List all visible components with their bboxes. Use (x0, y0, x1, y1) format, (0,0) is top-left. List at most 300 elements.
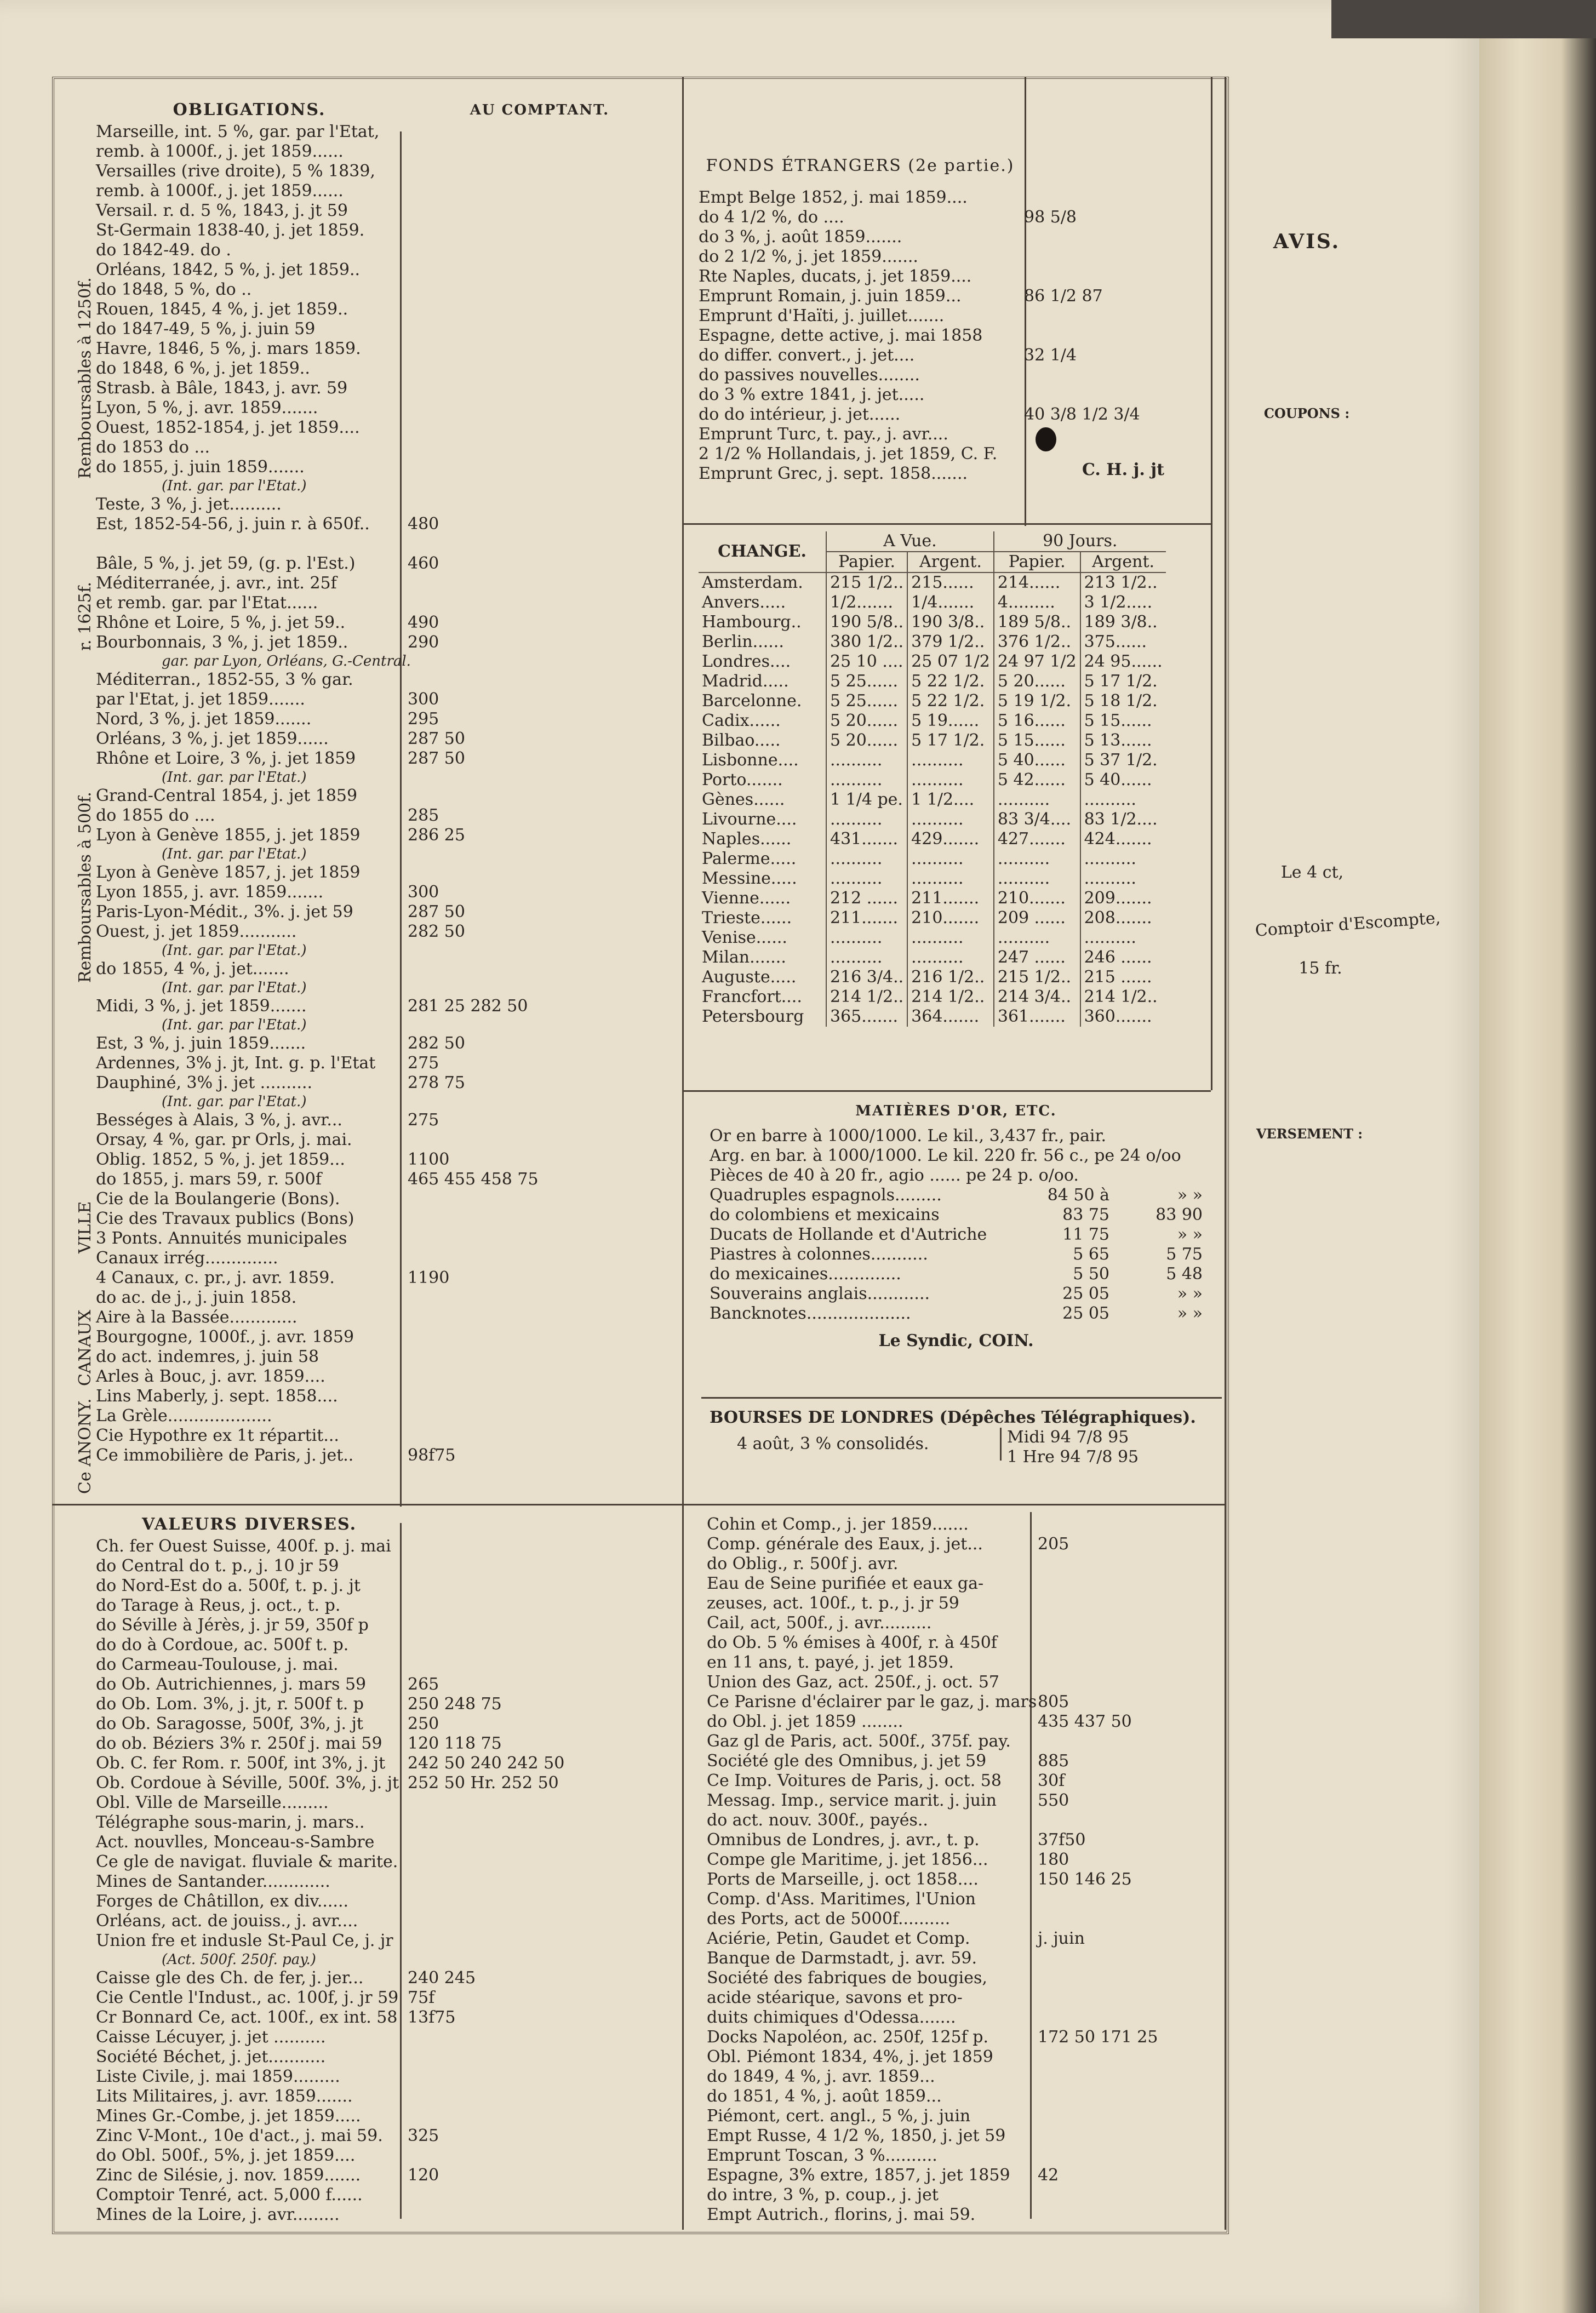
change-rate: 214 1/2.. (826, 987, 907, 1007)
obligations-label: Nord, 3 %, j. jet 1859....... (96, 709, 312, 729)
fonds-value (1016, 306, 1024, 326)
fonds-value: 32 1/4 (1024, 346, 1077, 365)
change-rate: 5 15...... (1080, 711, 1166, 731)
right_bottom-label: do Ob. 5 % émises à 400f, r. à 450f (707, 1633, 997, 1652)
change-row (699, 572, 1166, 593)
right_bottom-label: Aciérie, Petin, Gaudet et Comp. (707, 1929, 970, 1948)
change-rate: 214 3/4.. (994, 987, 1080, 1007)
right_bottom-value: 805 (1038, 1692, 1069, 1711)
change-row (699, 948, 1166, 967)
change-row (699, 652, 1166, 672)
obligations-row (96, 1367, 677, 1387)
argent-heading-2: Argent. (1080, 552, 1166, 572)
valeurs-row (96, 1635, 677, 1655)
right_bottom-value (1030, 2146, 1038, 2166)
obligations-row (96, 1288, 677, 1308)
right_bottom-row (707, 1692, 1222, 1712)
matieres-row (710, 1205, 1203, 1225)
fonds-value (1016, 247, 1024, 267)
change-rate: 5 19 1/2. (994, 691, 1080, 711)
obligations-row (96, 122, 677, 142)
valeurs-row (96, 1833, 677, 1852)
papier-heading-1: Papier. (826, 552, 907, 572)
right_bottom-label: Ce Parisne d'éclairer par le gaz, j. mars (707, 1692, 1037, 1711)
right_bottom-row (707, 1811, 1222, 1830)
obligations-label: (Int. gar. par l'Etat.) (162, 942, 307, 959)
matieres-label: Pièces de 40 à 20 fr., agio ...... pe 24 p. o/oo. (710, 1166, 1079, 1185)
valeurs-label: do Séville à Jérès, j. jr 59, 350f p (96, 1616, 369, 1635)
change-rate: 5 15...... (994, 731, 1080, 751)
fonds-value: 40 3/8 1/2 3/4 (1024, 405, 1140, 424)
change-row (699, 1007, 1166, 1027)
obligations-label: Strasb. à Bâle, 1843, j. avr. 59 (96, 379, 348, 398)
change-rate: 247 ...... (994, 948, 1080, 967)
valeurs-row (96, 1754, 677, 1773)
obligations-value (400, 260, 408, 280)
obligations-label: do 1855, j. mars 59, r. 500f (96, 1170, 322, 1189)
valeurs-value: 75f (408, 1988, 435, 2007)
right-divider (1225, 77, 1226, 2230)
change-rate: .......... (826, 928, 907, 948)
londres-heading: BOURSES DE LONDRES (Dépêches Télégraphiques). (710, 1408, 1196, 1427)
obligations-row (96, 1446, 677, 1465)
obligations-label: 4 Canaux, c. pr., j. avr. 1859. (96, 1268, 335, 1287)
valeurs-label: Orléans, act. de jouiss., j. avr.... (96, 1911, 358, 1931)
obligations-label: Marseille, int. 5 %, gar. par l'Etat, (96, 122, 380, 141)
change-rate: 214 1/2.. (1080, 987, 1166, 1007)
right_bottom-value: 550 (1038, 1791, 1069, 1810)
obligations-label: Ardennes, 3% j. jt, Int. g. p. l'Etat (96, 1054, 376, 1073)
right_bottom-label: Messag. Imp., service marit. j. juin (707, 1791, 997, 1810)
change-rate: 190 5/8.. (826, 612, 907, 632)
right_bottom-row (707, 2067, 1222, 2087)
right_bottom-row (707, 1673, 1222, 1692)
obligations-row (96, 902, 677, 922)
right_bottom-label: Piémont, cert. angl., 5 %, j. juin (707, 2106, 971, 2126)
change-rate: .......... (907, 751, 994, 770)
right_bottom-label: en 11 ans, t. payé, j. jet 1859. (707, 1653, 954, 1672)
valeurs-label: Comptoir Tenré, act. 5,000 f...... (96, 2185, 363, 2205)
valeurs-row (96, 1655, 677, 1675)
change-city: Anvers..... (702, 593, 786, 612)
right_bottom-label: Obl. Piémont 1834, 4%, j. jet 1859 (707, 2047, 993, 2066)
change-row (699, 869, 1166, 889)
right_bottom-row (707, 1890, 1222, 1909)
right_bottom-value: 172 50 171 25 (1038, 2028, 1158, 2047)
fonds-row (699, 365, 1208, 385)
valeurs-label: Caisse Lécuyer, j. jet .......... (96, 2028, 326, 2047)
change-rate: 5 37 1/2. (1080, 751, 1166, 770)
obligations-value (400, 574, 408, 593)
obligations-label: Ouest, j. jet 1859........... (96, 922, 297, 941)
obligations-value (466, 769, 473, 786)
change-city: Cadix...... (702, 711, 781, 730)
obligations-value (400, 181, 408, 201)
obligations-row (96, 241, 677, 260)
change-city: Bilbao..... (702, 731, 781, 750)
matieres-value: 5 50 (1073, 1264, 1109, 1284)
matieres-value (1192, 1146, 1203, 1166)
right_bottom-row (707, 2126, 1222, 2146)
right_bottom-label: Emprunt Toscan, 3 %.......... (707, 2146, 937, 2165)
matieres-value: 25 05 (1062, 1304, 1109, 1323)
right_bottom-row (707, 2008, 1222, 2028)
matieres-label: do mexicaines.............. (710, 1264, 901, 1284)
change-row (699, 849, 1166, 869)
obligations-value (400, 221, 408, 241)
fonds-value: 98 5/8 (1024, 208, 1077, 227)
change-section (699, 531, 1211, 1027)
valeurs-value (400, 2087, 408, 2106)
obligations-label: Lyon 1855, j. avr. 1859....... (96, 883, 324, 902)
fonds-value (1016, 188, 1024, 208)
change-rate: 5 19...... (907, 711, 994, 731)
obligations-label: Cie de la Boulangerie (Bons). (96, 1189, 340, 1209)
change-rate: 429....... (907, 829, 994, 849)
change-rate: 5 25...... (826, 672, 907, 691)
change-rate: 376 1/2.. (994, 632, 1080, 652)
obligations-value: 287 50 (408, 902, 465, 921)
valeurs-label: do Tarage à Reus, j. oct., t. p. (96, 1596, 341, 1615)
comptoir-note: Comptoir d'Escompte, (1254, 908, 1441, 941)
change-row (699, 632, 1166, 652)
valeurs-label: do Ob. Saragosse, 500f, 3%, j. jt (96, 1714, 363, 1733)
obligations-label: Lyon à Genève 1855, j. jet 1859 (96, 826, 361, 845)
fonds-row (699, 188, 1208, 208)
right_bottom-value (1030, 1613, 1038, 1633)
obligations-row (96, 749, 677, 769)
obligations-label: Canaux irrég.............. (96, 1249, 278, 1268)
obligations-row (96, 826, 677, 845)
obligations-label: do act. indemres, j. juin 58 (96, 1347, 319, 1366)
change-rate: 190 3/8.. (907, 612, 994, 632)
right_bottom-row (707, 1870, 1222, 1890)
right_bottom-row (707, 2205, 1222, 2225)
right-bottom-section (707, 1515, 1222, 2225)
obligations-row (96, 319, 677, 339)
obligations-row (96, 959, 677, 979)
change-rate: 1/2....... (826, 593, 907, 612)
matieres-row (710, 1284, 1203, 1304)
right_bottom-value: 205 (1038, 1535, 1069, 1554)
obligations-label: (Int. gar. par l'Etat.) (162, 980, 307, 996)
c-h-note: C. H. j. jt (1082, 460, 1164, 479)
change-rate: .......... (994, 928, 1080, 948)
right_bottom-row (707, 1988, 1222, 2008)
valeurs-row (96, 1813, 677, 1833)
obligations-row (96, 709, 677, 729)
change-row (699, 790, 1166, 810)
obligations-row (96, 1406, 677, 1426)
matieres-label: Bancknotes.................... (710, 1304, 911, 1323)
londres-heure: 1 Hre 94 7/8 95 (1007, 1447, 1139, 1467)
right_bottom-value (1030, 2087, 1038, 2106)
right_bottom-label: do 1849, 4 %, j. avr. 1859... (707, 2067, 935, 2086)
valeurs-row (96, 1872, 677, 1892)
obligations-value (466, 942, 473, 959)
change-rate: 214...... (994, 572, 1080, 593)
change-row (699, 987, 1166, 1007)
right_bottom-row (707, 2146, 1222, 2166)
right_bottom-row (707, 1909, 1222, 1929)
change-rate: 211....... (907, 889, 994, 908)
matieres-value: » » (1177, 1225, 1203, 1244)
matieres-label: Piastres à colonnes........... (710, 1245, 928, 1264)
matieres-label: Arg. en bar. à 1000/1000. Le kil. 220 fr. 56 c., pe 24 o/oo (710, 1146, 1181, 1165)
obligations-row (96, 1093, 677, 1110)
obligations-label: Orléans, 3 %, j. jet 1859...... (96, 729, 329, 748)
change-rate: 83 3/4.... (994, 810, 1080, 829)
valeurs-value (400, 2067, 408, 2087)
right_bottom-row (707, 2106, 1222, 2126)
change-rate: .......... (907, 770, 994, 790)
obligations-value (466, 652, 473, 670)
change-bottom-rule (682, 1090, 1211, 1092)
change-rate: 5 22 1/2. (907, 672, 994, 691)
obligations-label (96, 534, 400, 554)
obligations-label: Cie des Travaux publics (Bons) (96, 1209, 354, 1228)
fonds-label: Emprunt Grec, j. sept. 1858....... (699, 464, 968, 483)
side-label-ce-anony: Ce ANONY. (76, 1398, 95, 1495)
change-rate: 427....... (994, 829, 1080, 849)
valeurs-row (96, 1694, 677, 1714)
obligations-row (96, 863, 677, 883)
fonds-label: do passives nouvelles........ (699, 365, 920, 385)
obligations-value: 275 (408, 1054, 439, 1073)
matieres-label: Ducats de Hollande et d'Autriche (710, 1225, 987, 1244)
valeurs-row (96, 1714, 677, 1734)
change-rate: .......... (826, 770, 907, 790)
right_bottom-label: Docks Napoléon, ac. 250f, 125f p. (707, 2028, 988, 2047)
right_bottom-row (707, 1613, 1222, 1633)
obligations-value: 480 (408, 514, 439, 534)
obligations-row (96, 729, 677, 749)
fonds-label: do differ. convert., j. jet.... (699, 346, 915, 365)
valeurs-value (400, 2205, 408, 2225)
obligations-row (96, 1229, 677, 1249)
obligations-label: Midi, 3 %, j. jet 1859....... (96, 997, 307, 1016)
valeurs-value (400, 1576, 408, 1596)
obligations-row (96, 883, 677, 902)
fonds-row (699, 405, 1208, 425)
matieres-value (1154, 1126, 1203, 1146)
obligations-row (96, 260, 677, 280)
matieres-row (710, 1166, 1203, 1186)
dark-background (1331, 0, 1596, 38)
obligations-value (400, 398, 408, 418)
valeurs-label: do Obl. 500f., 5%, j. jet 1859.... (96, 2146, 356, 2165)
obligations-value: 282 50 (408, 1034, 465, 1053)
matieres-value: » » (1177, 1284, 1203, 1303)
obligations-row (96, 633, 677, 652)
obligations-value (400, 1347, 408, 1367)
coupons-heading: COUPONS : (1263, 405, 1350, 421)
change-rate: .......... (1080, 869, 1166, 889)
obligations-value (400, 1327, 408, 1347)
obligations-value (400, 1308, 408, 1327)
valeurs-value (400, 1616, 408, 1635)
obligations-label: remb. à 1000f., j. jet 1859...... (96, 142, 344, 161)
change-rate: 380 1/2.. (826, 632, 907, 652)
obligations-label: do ac. de j., j. juin 1858. (96, 1288, 297, 1307)
valeurs-row (96, 1931, 677, 1951)
obligations-value (400, 379, 408, 398)
change-row (699, 889, 1166, 908)
obligations-row (96, 1327, 677, 1347)
change-rate: 5 25...... (826, 691, 907, 711)
valeurs-value (400, 1596, 408, 1616)
right_bottom-row (707, 1535, 1222, 1554)
matieres-label: Souverains anglais............ (710, 1284, 930, 1303)
obligations-value (466, 979, 473, 997)
obligations-row (96, 438, 677, 457)
valeurs-row (96, 1951, 677, 1968)
fonds-list (699, 188, 1208, 484)
valeurs-row (96, 2205, 677, 2225)
fonds-value (1016, 464, 1024, 484)
change-city: Berlin...... (702, 632, 784, 651)
change-rate: 4......... (994, 593, 1080, 612)
obligations-value (400, 1288, 408, 1308)
right_bottom-label: do Obl. j. jet 1859 ........ (707, 1712, 903, 1731)
change-city: Lisbonne.... (702, 751, 799, 770)
obligations-label: do 1855, 4 %, j. jet....... (96, 959, 289, 978)
le-syndic: Le Syndic, COIN. (878, 1331, 1034, 1350)
obligations-row (96, 1016, 677, 1034)
valeurs-row (96, 2008, 677, 2028)
obligations-label: Rhône et Loire, 5 %, j. jet 59.. (96, 613, 346, 632)
obligations-value (466, 1016, 473, 1034)
change-city: Vienne...... (702, 889, 791, 908)
side-label-canaux: CANAUX (76, 1309, 95, 1386)
valeurs-row (96, 2126, 677, 2146)
valeurs-label: Union fre et indusle St-Paul Ce, j. jr (96, 1931, 393, 1950)
fonds-row (699, 267, 1208, 287)
fonds-label: Espagne, dette active, j. mai 1858 (699, 326, 983, 345)
obligations-section (96, 100, 677, 1465)
matieres-section (710, 1101, 1203, 1351)
obligations-row (96, 1034, 677, 1054)
change-rate: .......... (1080, 790, 1166, 810)
change-rate: .......... (907, 928, 994, 948)
obligations-label: Ouest, 1852-1854, j. jet 1859.... (96, 418, 360, 437)
valeurs-row (96, 2166, 677, 2185)
valeurs-row (96, 2047, 677, 2067)
right_bottom-value (1030, 1909, 1038, 1929)
papier-heading-2: Papier. (994, 552, 1080, 572)
change-rate: 212 ...... (826, 889, 907, 908)
obligations-row (96, 379, 677, 398)
valeurs-label: Lits Militaires, j. avr. 1859....... (96, 2087, 353, 2106)
obligations-row (96, 979, 677, 997)
change-row (699, 928, 1166, 948)
fonds-label: 2 1/2 % Hollandais, j. jet 1859, C. F. (699, 444, 998, 463)
right_bottom-value (1030, 2106, 1038, 2126)
valeurs-label: do Carmeau-Toulouse, j. mai. (96, 1655, 339, 1674)
obligations-label: Bességes à Alais, 3 %, j. avr... (96, 1110, 342, 1130)
change-rate: 216 1/2.. (907, 967, 994, 987)
right_bottom-label: des Ports, act de 5000f.......... (707, 1909, 951, 1928)
obligations-value (400, 1249, 408, 1268)
obligations-value (400, 162, 408, 181)
change-rate: 424....... (1080, 829, 1166, 849)
change-rate: 210....... (994, 889, 1080, 908)
obligations-row (96, 652, 677, 670)
valeurs-row (96, 1675, 677, 1694)
versement-heading: VERSEMENT : (1256, 1126, 1363, 1142)
change-row (699, 612, 1166, 632)
obligations-value (400, 300, 408, 319)
right_bottom-label: Ce Imp. Voitures de Paris, j. oct. 58 (707, 1771, 1002, 1790)
side-label-remb500: Remboursables à 500f. (76, 792, 95, 983)
change-rate: .......... (907, 869, 994, 889)
change-rate: .......... (994, 869, 1080, 889)
matieres-value: 5 75 (1166, 1245, 1203, 1264)
change-rate: 208....... (1080, 908, 1166, 928)
right_bottom-row (707, 1830, 1222, 1850)
change-row (699, 593, 1166, 612)
fonds-value (1016, 425, 1024, 444)
obligations-row (96, 181, 677, 201)
valeurs-value (400, 2146, 408, 2166)
change-rate: .......... (994, 849, 1080, 869)
right_bottom-value (1030, 1515, 1038, 1535)
obligations-value (466, 1093, 473, 1110)
right_bottom-label: Cohin et Comp., j. jer 1859....... (707, 1515, 969, 1534)
center-divider (682, 77, 684, 2230)
change-rate: 5 20...... (994, 672, 1080, 691)
obligations-value: 282 50 (408, 922, 465, 941)
obligations-row (96, 359, 677, 379)
obligations-label: Rouen, 1845, 4 %, j. jet 1859.. (96, 300, 348, 319)
obligations-row (96, 942, 677, 959)
matieres-value (1079, 1166, 1141, 1186)
obligations-label: do 1848, 5 %, do .. (96, 280, 252, 299)
obligations-row (96, 574, 677, 593)
right_bottom-value (1030, 1574, 1038, 1594)
obligations-value: 275 (408, 1110, 439, 1130)
obligations-value (400, 418, 408, 438)
obligations-value (400, 786, 408, 806)
right_bottom-row (707, 2047, 1222, 2067)
change-city: Livourne.... (702, 810, 797, 829)
obligations-list (96, 122, 677, 1465)
obligations-label: do 1853 do ... (96, 438, 210, 457)
change-rate: .......... (826, 751, 907, 770)
change-row (699, 908, 1166, 928)
obligations-value: 1190 (408, 1268, 450, 1287)
matieres-value: » » (1177, 1304, 1203, 1323)
right_bottom-value (1030, 1594, 1038, 1613)
change-rate: 1 1/4 pe. (826, 790, 907, 810)
obligations-value (400, 122, 408, 142)
obligations-label: Est, 1852-54-56, j. juin r. à 650f.. (96, 514, 370, 534)
valeurs-label: do Ob. Autrichiennes, j. mars 59 (96, 1675, 367, 1694)
obligations-row (96, 300, 677, 319)
change-rate: 5 18 1/2. (1080, 691, 1166, 711)
right_bottom-value (1030, 1949, 1038, 1968)
obligations-label: et remb. gar. par l'Etat...... (96, 593, 318, 612)
fonds-value (1016, 444, 1024, 464)
obligations-row (96, 142, 677, 162)
valeurs-row (96, 1988, 677, 2008)
right_bottom-row (707, 1554, 1222, 1574)
fonds-row (699, 227, 1208, 247)
matieres-value: 11 75 (1062, 1225, 1109, 1244)
obligations-label: Méditerran., 1852-55, 3 % gar. (96, 670, 353, 689)
right_bottom-value: 435 437 50 (1038, 1712, 1132, 1731)
valeurs-label: Zinc V-Mont., 10e d'act., j. mai 59. (96, 2126, 383, 2145)
